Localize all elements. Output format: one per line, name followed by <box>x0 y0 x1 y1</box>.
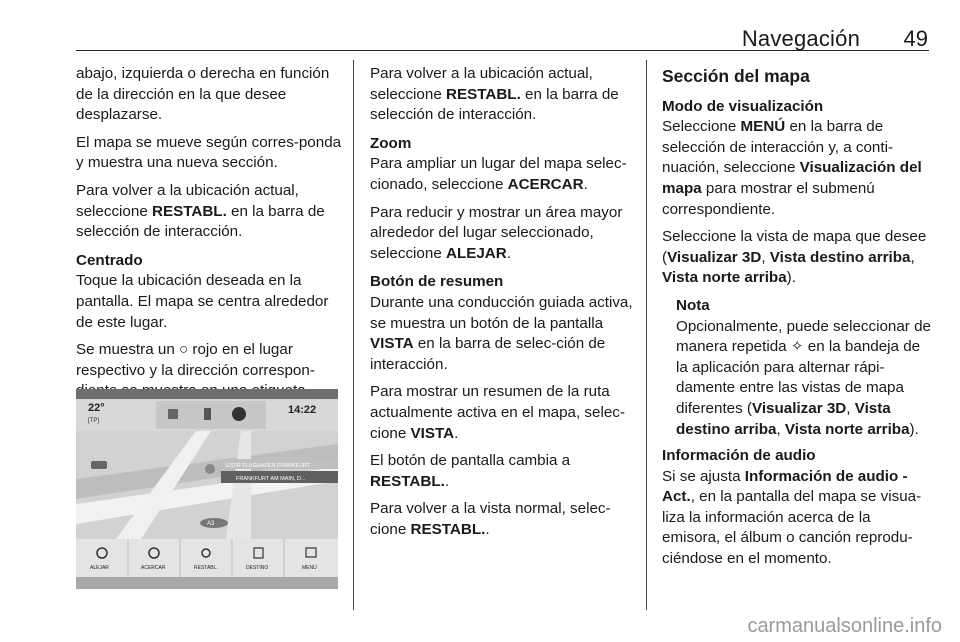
paragraph: abajo, izquierda o derecha en función de la dirección en la que desee desplazarse. <box>76 65 330 124</box>
subheading-modo: Modo de visualización <box>662 97 824 115</box>
header-title: Navegación <box>741 26 860 51</box>
paragraph: Seleccione la vista de mapa que desee (Visualizar 3D, Vista destino arriba, Vista norte arriba). <box>662 228 927 287</box>
paragraph: Para volver a la ubicación actual, seleccione RESTABL. en la barra de selección de interacción. <box>76 181 325 241</box>
page-number: 49 <box>903 26 928 51</box>
header-rule <box>76 50 929 51</box>
paragraph: Seleccione MENÚ en la barra de selección de interacción y, a conti-nuación, seleccione Visualización del mapa para mostrar el submenú correspondiente. <box>662 118 922 218</box>
svg-text:A3: A3 <box>207 521 215 527</box>
section-heading: Sección del mapa <box>662 66 810 86</box>
svg-text:FRANKFURT AM MAIN, D...: FRANKFURT AM MAIN, D... <box>236 476 306 482</box>
paragraph: Para volver a la vista normal, selec-cione RESTABL.. <box>370 500 611 538</box>
paragraph: Se muestra un ○ rojo en el lugar respectivo y la dirección correspon- <box>76 341 315 379</box>
column-divider-1 <box>353 60 354 610</box>
paragraph: Opcionalmente, puede seleccionar de manera repetida ✧ en la bandeja de la aplicación para alternar rápi-damente entre las vistas de mapa diferentes (Visualizar 3D, Vista destino arriba, Vista norte arriba). <box>676 317 931 438</box>
paragraph: El mapa se mueve según corres-ponda y muestra una nueva sección. <box>76 133 342 172</box>
watermark: carmanualsonline.info <box>747 615 942 637</box>
screen-button-acercar: ACERCAR <box>141 565 166 571</box>
svg-text:[TP]: [TP] <box>88 418 100 424</box>
screen-button-destino: DESTINO <box>246 565 269 571</box>
note-title: Nota <box>676 296 710 314</box>
circle-icon: ○ <box>179 341 189 359</box>
screen-button-menu: MENÚ <box>302 565 317 571</box>
subheading-resumen: Botón de resumen <box>370 273 504 291</box>
paragraph: Para reducir y mostrar un área mayor alrededor del lugar seleccionado, seleccione ALEJAR. <box>370 203 623 262</box>
subheading-audio: Información de audio <box>662 447 816 465</box>
view-toggle-icon: ✧ <box>790 338 804 356</box>
paragraph: El botón de pantalla cambia a RESTABL.. <box>370 452 571 490</box>
svg-text:ESTR FLUGHAFEN FRANKFURT: ESTR FLUGHAFEN FRANKFURT <box>226 463 311 469</box>
paragraph: Durante una conducción guiada activa, se muestra un botón de la pantalla VISTA en la barra de selec-ción de interacción. <box>370 293 633 373</box>
navigation-screen-image <box>76 389 338 589</box>
paragraph: Toque la ubicación deseada en la pantalla. El mapa se centra alrededor de este lugar. <box>76 272 329 331</box>
nav-app-icon <box>232 407 246 421</box>
column-1 <box>76 64 348 409</box>
column-2 <box>370 64 638 547</box>
screen-button-alejar: ALEJAR <box>90 565 109 571</box>
note-box <box>662 296 932 440</box>
paragraph: Para mostrar un resumen de la ruta actualmente activa en el mapa, selec-cione VISTA. <box>370 383 625 442</box>
svg-text:14:22: 14:22 <box>288 404 317 416</box>
screen-button-restabl: RESTABL. <box>194 565 218 571</box>
music-icon <box>168 409 178 419</box>
subheading-centrado: Centrado <box>76 251 143 269</box>
phone-icon <box>204 408 211 420</box>
paragraph: Si se ajusta Información de audio - Act., en la pantalla del mapa se visua-liza la información acerca de la emisora, el álbum o canción reprodu-ciéndose en el momento. <box>662 467 922 568</box>
paragraph: Para volver a la ubicación actual, seleccione RESTABL. en la barra de selección de interacción. <box>370 65 619 124</box>
svg-text:22°: 22° <box>88 402 105 414</box>
column-3 <box>662 64 932 577</box>
column-divider-2 <box>646 60 647 610</box>
subheading-zoom: Zoom <box>370 134 412 152</box>
paragraph: Para ampliar un lugar del mapa selec-cionado, seleccione ACERCAR. <box>370 155 627 193</box>
